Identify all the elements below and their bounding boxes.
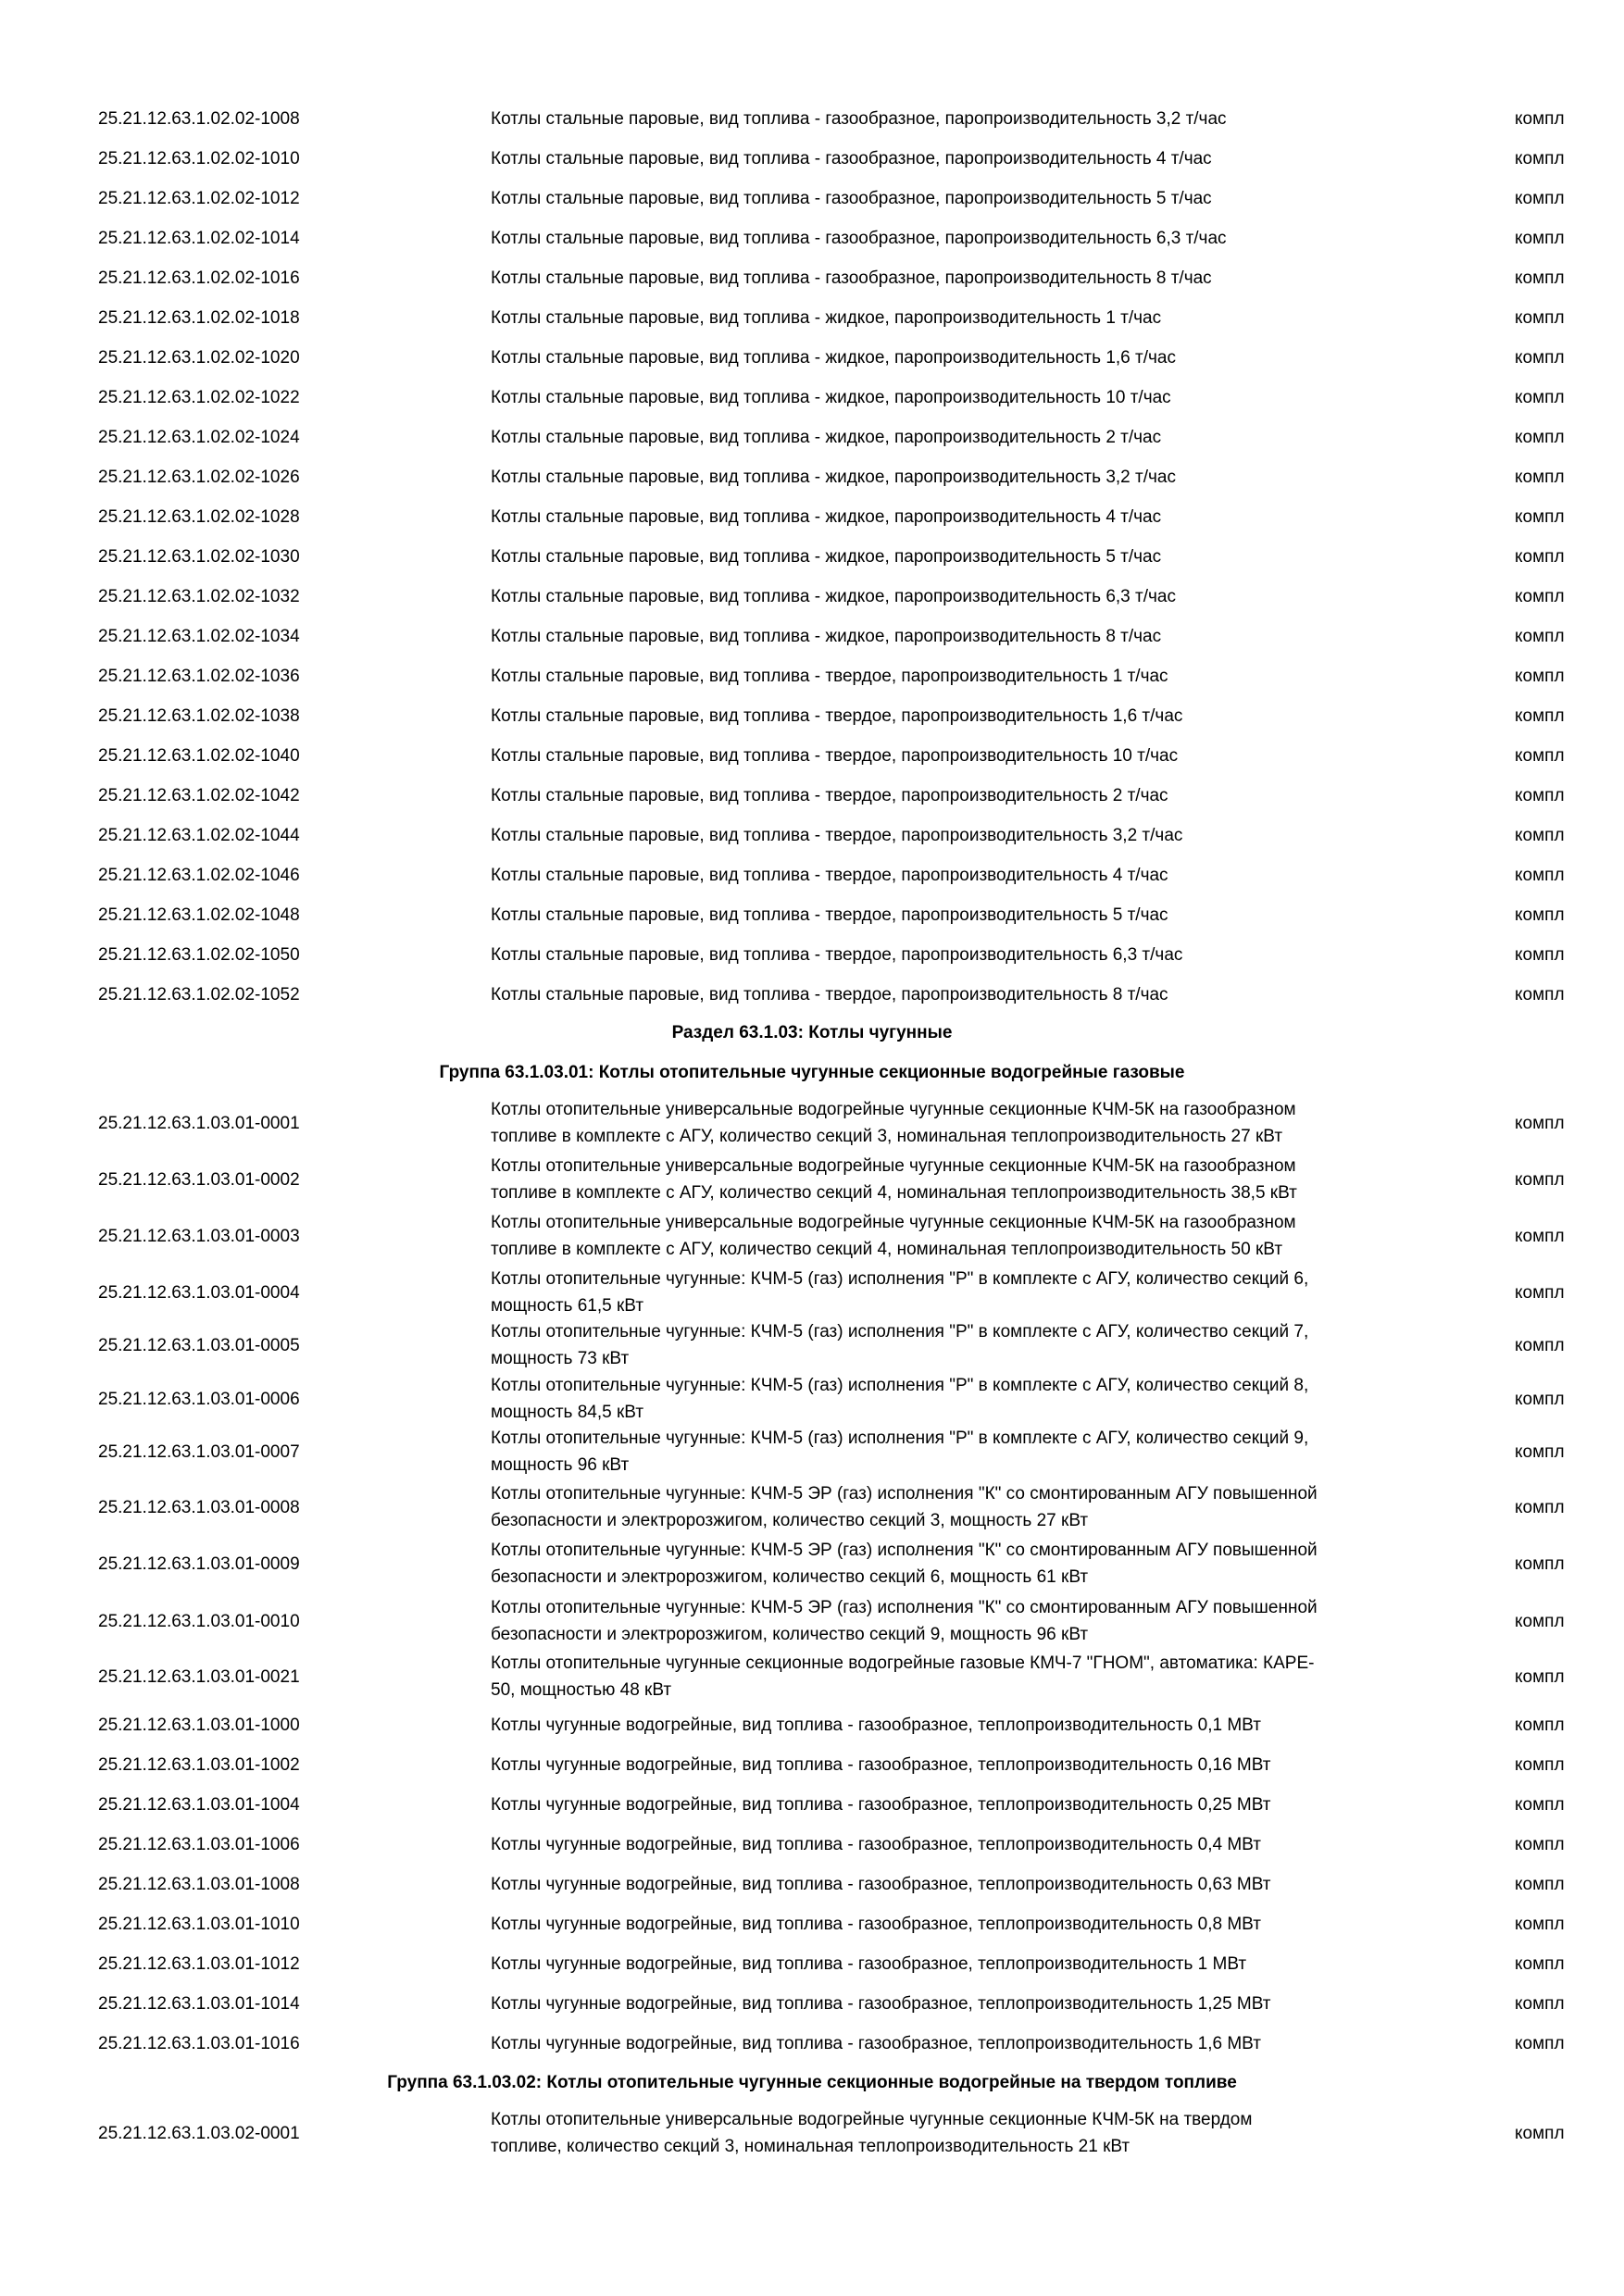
- row-unit: компл: [1515, 148, 1565, 168]
- row-code: 25.21.12.63.1.03.01-0002: [98, 1169, 300, 1190]
- table-row: [0, 1151, 1624, 1208]
- row-unit: компл: [1515, 1611, 1565, 1631]
- table-row: [0, 1370, 1624, 1428]
- row-description-line: безопасности и электророзжигом, количество секций 9, мощность 96 кВт: [491, 1625, 1089, 1644]
- row-unit: компл: [1515, 626, 1565, 646]
- row-unit: компл: [1515, 1715, 1565, 1735]
- row-unit: компл: [1515, 2123, 1565, 2143]
- row-code: 25.21.12.63.1.02.02-1028: [98, 506, 300, 527]
- row-code: 25.21.12.63.1.02.02-1010: [98, 148, 300, 168]
- row-unit: компл: [1515, 586, 1565, 606]
- table-row: [0, 821, 1624, 849]
- row-unit: компл: [1515, 1666, 1565, 1687]
- row-code: 25.21.12.63.1.02.02-1026: [98, 467, 300, 487]
- row-code: 25.21.12.63.1.03.01-1012: [98, 1953, 300, 1974]
- row-code: 25.21.12.63.1.02.02-1020: [98, 347, 300, 368]
- row-description: Котлы стальные паровые, вид топлива - газообразное, паропроизводительность 4 т/час: [491, 148, 1212, 168]
- row-description: Котлы стальные паровые, вид топлива - газообразное, паропроизводительность 8 т/час: [491, 268, 1212, 288]
- group-heading: Группа 63.1.03.02: Котлы отопительные чугунные секционные водогрейные на твердом топливе: [387, 2073, 1237, 2092]
- row-description: [491, 1592, 1454, 1650]
- row-description-line: Котлы отопительные чугунные: КЧМ-5 (газ) исполнения "Р" в комплекте с АГУ, количество секций 9,: [491, 1429, 1309, 1448]
- row-description-line: Котлы отопительные универсальные водогрейные чугунные секционные КЧМ-5К на газообразном: [491, 1213, 1296, 1232]
- row-code: 25.21.12.63.1.02.02-1038: [98, 705, 300, 726]
- table-row: [0, 1207, 1624, 1265]
- row-code: 25.21.12.63.1.03.01-0006: [98, 1389, 300, 1409]
- row-unit: компл: [1515, 1282, 1565, 1303]
- row-code: 25.21.12.63.1.02.02-1018: [98, 307, 300, 328]
- table-row: [0, 423, 1624, 451]
- table-row: [0, 1870, 1624, 1898]
- row-description: Котлы чугунные водогрейные, вид топлива - газообразное, теплопроизводительность 0,63 МВт: [491, 1874, 1271, 1894]
- table-row: [0, 1423, 1624, 1480]
- row-description-line: безопасности и электророзжигом, количество секций 3, мощность 27 кВт: [491, 1511, 1089, 1530]
- row-description: [491, 1316, 1454, 1374]
- table-row: [0, 861, 1624, 889]
- row-description: [491, 1535, 1454, 1592]
- row-description-line: Котлы отопительные чугунные: КЧМ-5 (газ) исполнения "Р" в комплекте с АГУ, количество секций 8,: [491, 1376, 1309, 1395]
- row-description: Котлы чугунные водогрейные, вид топлива - газообразное, теплопроизводительность 1,25 МВт: [491, 1993, 1271, 2014]
- table-row: [0, 1751, 1624, 1778]
- row-description: [491, 2104, 1454, 2162]
- row-code: 25.21.12.63.1.03.01-1004: [98, 1794, 300, 1815]
- row-description: Котлы стальные паровые, вид топлива - газообразное, паропроизводительность 5 т/час: [491, 188, 1212, 208]
- row-code: 25.21.12.63.1.02.02-1030: [98, 546, 300, 567]
- row-description-line: Котлы отопительные универсальные водогрейные чугунные секционные КЧМ-5К на твердом: [491, 2110, 1253, 2129]
- row-code: 25.21.12.63.1.02.02-1008: [98, 108, 300, 129]
- row-description-line: мощность 61,5 кВт: [491, 1296, 644, 1316]
- row-description: [491, 1207, 1454, 1265]
- row-unit: компл: [1515, 1335, 1565, 1355]
- table-row: [0, 1479, 1624, 1536]
- table-row: [0, 702, 1624, 730]
- table-row: [0, 901, 1624, 929]
- row-description: Котлы стальные паровые, вид топлива - твердое, паропроизводительность 3,2 т/час: [491, 825, 1183, 845]
- row-description: Котлы стальные паровые, вид топлива - жидкое, паропроизводительность 1 т/час: [491, 307, 1162, 328]
- row-code: 25.21.12.63.1.02.02-1022: [98, 387, 300, 407]
- row-description: Котлы стальные паровые, вид топлива - жидкое, паропроизводительность 3,2 т/час: [491, 467, 1176, 487]
- section-heading: Раздел 63.1.03: Котлы чугунные: [671, 1023, 953, 1042]
- table-row: [0, 582, 1624, 610]
- row-description: Котлы стальные паровые, вид топлива - твердое, паропроизводительность 1,6 т/час: [491, 705, 1183, 726]
- row-code: 25.21.12.63.1.03.01-1002: [98, 1754, 300, 1775]
- row-description: Котлы стальные паровые, вид топлива - жидкое, паропроизводительность 8 т/час: [491, 626, 1162, 646]
- row-code: 25.21.12.63.1.02.02-1050: [98, 944, 300, 965]
- row-description: Котлы стальные паровые, вид топлива - газообразное, паропроизводительность 6,3 т/час: [491, 228, 1227, 248]
- row-code: 25.21.12.63.1.03.02-0001: [98, 2123, 300, 2143]
- table-row: [0, 105, 1624, 132]
- row-code: 25.21.12.63.1.02.02-1036: [98, 666, 300, 686]
- row-code: 25.21.12.63.1.03.01-1010: [98, 1914, 300, 1934]
- table-row: [0, 1648, 1624, 1705]
- table-row: [0, 1264, 1624, 1321]
- table-row: [0, 1316, 1624, 1374]
- row-code: 25.21.12.63.1.02.02-1016: [98, 268, 300, 288]
- row-code: 25.21.12.63.1.03.01-0008: [98, 1497, 300, 1517]
- row-code: 25.21.12.63.1.03.01-1016: [98, 2033, 300, 2053]
- row-unit: компл: [1515, 347, 1565, 368]
- row-description: [491, 1648, 1454, 1705]
- row-code: 25.21.12.63.1.03.01-0009: [98, 1554, 300, 1574]
- row-unit: компл: [1515, 1953, 1565, 1974]
- table-row: [0, 383, 1624, 411]
- row-unit: компл: [1515, 1113, 1565, 1133]
- row-unit: компл: [1515, 785, 1565, 805]
- row-description: Котлы чугунные водогрейные, вид топлива - газообразное, теплопроизводительность 0,25 МВт: [491, 1794, 1271, 1815]
- row-unit: компл: [1515, 1169, 1565, 1190]
- row-description-line: мощность 84,5 кВт: [491, 1403, 644, 1422]
- row-unit: компл: [1515, 1441, 1565, 1462]
- row-code: 25.21.12.63.1.02.02-1042: [98, 785, 300, 805]
- row-unit: компл: [1515, 944, 1565, 965]
- row-code: 25.21.12.63.1.03.01-1006: [98, 1834, 300, 1854]
- row-unit: компл: [1515, 467, 1565, 487]
- row-description: Котлы стальные паровые, вид топлива - жидкое, паропроизводительность 4 т/час: [491, 506, 1162, 527]
- row-description: Котлы стальные паровые, вид топлива - жидкое, паропроизводительность 10 т/час: [491, 387, 1171, 407]
- table-row: [0, 543, 1624, 570]
- row-code: 25.21.12.63.1.02.02-1044: [98, 825, 300, 845]
- row-description: [491, 1094, 1454, 1152]
- table-row: [0, 622, 1624, 650]
- row-code: 25.21.12.63.1.02.02-1012: [98, 188, 300, 208]
- row-code: 25.21.12.63.1.03.01-1000: [98, 1715, 300, 1735]
- row-description: Котлы стальные паровые, вид топлива - жидкое, паропроизводительность 2 т/час: [491, 427, 1162, 447]
- row-unit: компл: [1515, 666, 1565, 686]
- table-row: [0, 1711, 1624, 1739]
- row-unit: компл: [1515, 1993, 1565, 2014]
- row-description-line: Котлы отопительные чугунные: КЧМ-5 ЭР (газ) исполнения "К" со смонтированным АГУ повышенной: [491, 1484, 1318, 1504]
- row-code: 25.21.12.63.1.02.02-1032: [98, 586, 300, 606]
- row-code: 25.21.12.63.1.02.02-1034: [98, 626, 300, 646]
- row-code: 25.21.12.63.1.03.01-0001: [98, 1113, 300, 1133]
- table-row: [0, 742, 1624, 769]
- table-row: [0, 1950, 1624, 1978]
- row-description-line: Котлы отопительные универсальные водогрейные чугунные секционные КЧМ-5К на газообразном: [491, 1100, 1296, 1119]
- row-description: Котлы стальные паровые, вид топлива - твердое, паропроизводительность 10 т/час: [491, 745, 1179, 766]
- row-unit: компл: [1515, 984, 1565, 1004]
- row-description-line: Котлы отопительные чугунные: КЧМ-5 ЭР (газ) исполнения "К" со смонтированным АГУ повышенной: [491, 1541, 1318, 1560]
- row-description: Котлы чугунные водогрейные, вид топлива - газообразное, теплопроизводительность 1 МВт: [491, 1953, 1247, 1974]
- row-unit: компл: [1515, 1226, 1565, 1246]
- table-row: [0, 1535, 1624, 1592]
- row-description: Котлы стальные паровые, вид топлива - твердое, паропроизводительность 8 т/час: [491, 984, 1168, 1004]
- row-description: Котлы чугунные водогрейные, вид топлива - газообразное, теплопроизводительность 0,4 МВт: [491, 1834, 1261, 1854]
- table-row: [0, 1830, 1624, 1858]
- row-unit: компл: [1515, 228, 1565, 248]
- row-code: 25.21.12.63.1.02.02-1040: [98, 745, 300, 766]
- row-unit: компл: [1515, 307, 1565, 328]
- row-unit: компл: [1515, 705, 1565, 726]
- row-description-line: Котлы отопительные чугунные секционные водогрейные газовые КМЧ-7 "ГНОМ", автоматика: КАРЕ-: [491, 1653, 1315, 1673]
- table-row: [0, 1094, 1624, 1152]
- table-row: [0, 2029, 1624, 2057]
- row-code: 25.21.12.63.1.03.01-1014: [98, 1993, 300, 2014]
- row-description-line: Котлы отопительные чугунные: КЧМ-5 (газ) исполнения "Р" в комплекте с АГУ, количество секций 7,: [491, 1322, 1309, 1341]
- row-unit: компл: [1515, 268, 1565, 288]
- row-unit: компл: [1515, 1794, 1565, 1815]
- table-row: [0, 1990, 1624, 2017]
- row-code: 25.21.12.63.1.02.02-1046: [98, 865, 300, 885]
- table-row: [0, 1791, 1624, 1818]
- row-unit: компл: [1515, 1389, 1565, 1409]
- row-code: 25.21.12.63.1.03.01-0010: [98, 1611, 300, 1631]
- row-description: Котлы чугунные водогрейные, вид топлива - газообразное, теплопроизводительность 0,16 МВт: [491, 1754, 1271, 1775]
- table-row: [0, 781, 1624, 809]
- table-row: [0, 343, 1624, 371]
- row-unit: компл: [1515, 546, 1565, 567]
- table-row: [0, 463, 1624, 491]
- row-unit: компл: [1515, 108, 1565, 129]
- row-code: 25.21.12.63.1.02.02-1052: [98, 984, 300, 1004]
- row-unit: компл: [1515, 427, 1565, 447]
- row-description: [491, 1370, 1454, 1428]
- row-description-line: топливе, количество секций 3, номинальная теплопроизводительность 21 кВт: [491, 2137, 1131, 2156]
- table-row: [0, 264, 1624, 292]
- row-description: Котлы чугунные водогрейные, вид топлива - газообразное, теплопроизводительность 1,6 МВт: [491, 2033, 1261, 2053]
- row-description-line: Котлы отопительные универсальные водогрейные чугунные секционные КЧМ-5К на газообразном: [491, 1156, 1296, 1176]
- row-description: Котлы стальные паровые, вид топлива - твердое, паропроизводительность 2 т/час: [491, 785, 1168, 805]
- row-description-line: Котлы отопительные чугунные: КЧМ-5 ЭР (газ) исполнения "К" со смонтированным АГУ повышенной: [491, 1598, 1318, 1617]
- table-row: [0, 1910, 1624, 1938]
- table-row: [0, 503, 1624, 530]
- row-description: [491, 1479, 1454, 1536]
- row-description: [491, 1151, 1454, 1208]
- row-unit: компл: [1515, 1874, 1565, 1894]
- row-description-line: Котлы отопительные чугунные: КЧМ-5 (газ) исполнения "Р" в комплекте с АГУ, количество секций 6,: [491, 1269, 1309, 1289]
- row-unit: компл: [1515, 1497, 1565, 1517]
- row-unit: компл: [1515, 865, 1565, 885]
- table-row: [0, 144, 1624, 172]
- group-heading: Группа 63.1.03.01: Котлы отопительные чугунные секционные водогрейные газовые: [439, 1063, 1185, 1082]
- table-row: [0, 941, 1624, 968]
- row-description: Котлы стальные паровые, вид топлива - жидкое, паропроизводительность 1,6 т/час: [491, 347, 1176, 368]
- row-unit: компл: [1515, 2033, 1565, 2053]
- table-row: [0, 184, 1624, 212]
- row-unit: компл: [1515, 905, 1565, 925]
- row-description: Котлы стальные паровые, вид топлива - твердое, паропроизводительность 1 т/час: [491, 666, 1168, 686]
- row-description-line: мощность 73 кВт: [491, 1349, 630, 1368]
- row-code: 25.21.12.63.1.03.01-0021: [98, 1666, 300, 1687]
- row-description-line: топливе в комплекте с АГУ, количество секций 3, номинальная теплопроизводительность 27 кВт: [491, 1127, 1283, 1146]
- row-code: 25.21.12.63.1.03.01-0003: [98, 1226, 300, 1246]
- row-description: Котлы чугунные водогрейные, вид топлива - газообразное, теплопроизводительность 0,8 МВт: [491, 1914, 1261, 1934]
- row-code: 25.21.12.63.1.03.01-0005: [98, 1335, 300, 1355]
- row-unit: компл: [1515, 506, 1565, 527]
- row-code: 25.21.12.63.1.03.01-1008: [98, 1874, 300, 1894]
- table-row: [0, 2104, 1624, 2162]
- row-code: 25.21.12.63.1.03.01-0007: [98, 1441, 300, 1462]
- row-description-line: мощность 96 кВт: [491, 1455, 630, 1475]
- row-unit: компл: [1515, 1554, 1565, 1574]
- table-row: [0, 1592, 1624, 1650]
- row-unit: компл: [1515, 387, 1565, 407]
- row-code: 25.21.12.63.1.03.01-0004: [98, 1282, 300, 1303]
- row-description-line: топливе в комплекте с АГУ, количество секций 4, номинальная теплопроизводительность 38,5 кВт: [491, 1183, 1297, 1203]
- table-row: [0, 662, 1624, 690]
- row-unit: компл: [1515, 188, 1565, 208]
- row-unit: компл: [1515, 1754, 1565, 1775]
- row-description: Котлы стальные паровые, вид топлива - газообразное, паропроизводительность 3,2 т/час: [491, 108, 1227, 129]
- table-row: [0, 224, 1624, 252]
- row-description: Котлы стальные паровые, вид топлива - твердое, паропроизводительность 6,3 т/час: [491, 944, 1183, 965]
- row-description-line: топливе в комплекте с АГУ, количество секций 4, номинальная теплопроизводительность 50 кВт: [491, 1240, 1283, 1259]
- row-unit: компл: [1515, 745, 1565, 766]
- row-description: Котлы стальные паровые, вид топлива - твердое, паропроизводительность 5 т/час: [491, 905, 1168, 925]
- row-description: Котлы чугунные водогрейные, вид топлива - газообразное, теплопроизводительность 0,1 МВт: [491, 1715, 1261, 1735]
- row-description: Котлы стальные паровые, вид топлива - жидкое, паропроизводительность 5 т/час: [491, 546, 1162, 567]
- row-description: Котлы стальные паровые, вид топлива - жидкое, паропроизводительность 6,3 т/час: [491, 586, 1176, 606]
- row-code: 25.21.12.63.1.02.02-1048: [98, 905, 300, 925]
- row-description-line: 50, мощностью 48 кВт: [491, 1680, 672, 1700]
- row-description: Котлы стальные паровые, вид топлива - твердое, паропроизводительность 4 т/час: [491, 865, 1168, 885]
- row-unit: компл: [1515, 1914, 1565, 1934]
- table-row: [0, 980, 1624, 1008]
- table-row: [0, 304, 1624, 331]
- row-unit: компл: [1515, 825, 1565, 845]
- row-unit: компл: [1515, 1834, 1565, 1854]
- row-description: [491, 1423, 1454, 1480]
- row-description-line: безопасности и электророзжигом, количество секций 6, мощность 61 кВт: [491, 1567, 1089, 1587]
- row-code: 25.21.12.63.1.02.02-1024: [98, 427, 300, 447]
- row-description: [491, 1264, 1454, 1321]
- row-code: 25.21.12.63.1.02.02-1014: [98, 228, 300, 248]
